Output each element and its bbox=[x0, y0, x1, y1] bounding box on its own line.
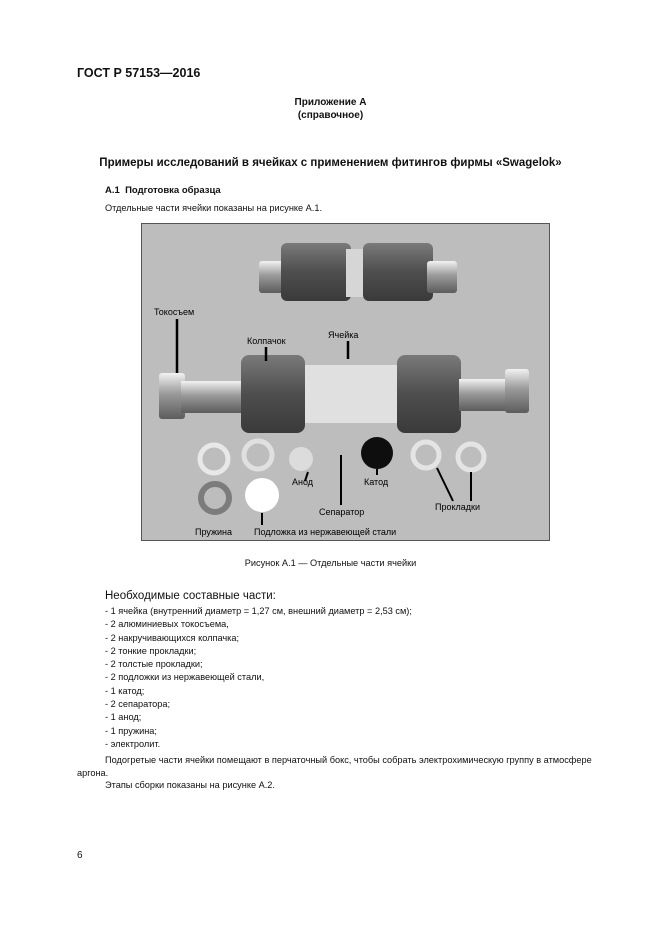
paragraph-glovebox: Подогретые части ячейки помещают в перчаточный бокс, чтобы собрать электрохимическую группу в атмосфере аргона. bbox=[77, 755, 592, 778]
label-steel-backing: Подложка из нержавеющей стали bbox=[254, 527, 397, 537]
parts-heading: Необходимые составные части: bbox=[105, 590, 276, 602]
list-item: - 2 алюминиевых токосъема, bbox=[105, 619, 229, 630]
list-item: - 1 пружина; bbox=[105, 725, 157, 736]
list-item: - электролит. bbox=[105, 738, 161, 749]
label-gaskets: Прокладки bbox=[435, 502, 480, 512]
label-anode: Анод bbox=[292, 477, 314, 487]
page-number: 6 bbox=[77, 850, 83, 861]
paragraph-assembly-steps: Этапы сборки показаны на рисунке А.2. bbox=[105, 780, 275, 790]
list-item: - 2 сепаратора; bbox=[105, 699, 171, 710]
subsection-number: А.1 bbox=[105, 185, 120, 196]
parts-list bbox=[105, 605, 412, 751]
label-separator: Сепаратор bbox=[319, 507, 365, 517]
list-item: - 2 толстые прокладки; bbox=[105, 659, 203, 670]
label-spring: Пружина bbox=[195, 527, 232, 537]
list-item: - 2 накручивающихся колпачка; bbox=[105, 632, 240, 643]
section-title: Примеры исследований в ячейках с применением фитингов фирмы «Swagelok» bbox=[99, 157, 562, 169]
label-cell: Ячейка bbox=[328, 330, 359, 340]
intro-paragraph: Отдельные части ячейки показаны на рисунке А.1. bbox=[105, 203, 323, 213]
figure-caption: Рисунок А.1 — Отдельные части ячейки bbox=[244, 558, 417, 568]
standard-code: ГОСТ Р 57153—2016 bbox=[77, 66, 201, 80]
figure-cell-parts bbox=[141, 223, 550, 541]
figure-photo bbox=[141, 223, 550, 541]
list-item: - 1 катод; bbox=[105, 685, 145, 696]
list-item: - 1 ячейка (внутренний диаметр = 1,27 см, внешний диаметр = 2,53 см); bbox=[105, 606, 412, 616]
list-item: - 2 подложки из нержавеющей стали, bbox=[105, 672, 265, 683]
list-item: - 1 анод; bbox=[105, 712, 142, 723]
appendix-title: Приложение А bbox=[294, 97, 367, 108]
subsection-title: Подготовка образца bbox=[125, 185, 221, 196]
subsection-heading bbox=[105, 185, 221, 196]
label-cap: Колпачок bbox=[247, 336, 286, 346]
label-cathode: Катод bbox=[364, 477, 389, 487]
label-current-collector: Токосъем bbox=[154, 307, 195, 317]
appendix-subtitle: (справочное) bbox=[297, 110, 364, 121]
list-item: - 2 тонкие прокладки; bbox=[105, 645, 197, 656]
